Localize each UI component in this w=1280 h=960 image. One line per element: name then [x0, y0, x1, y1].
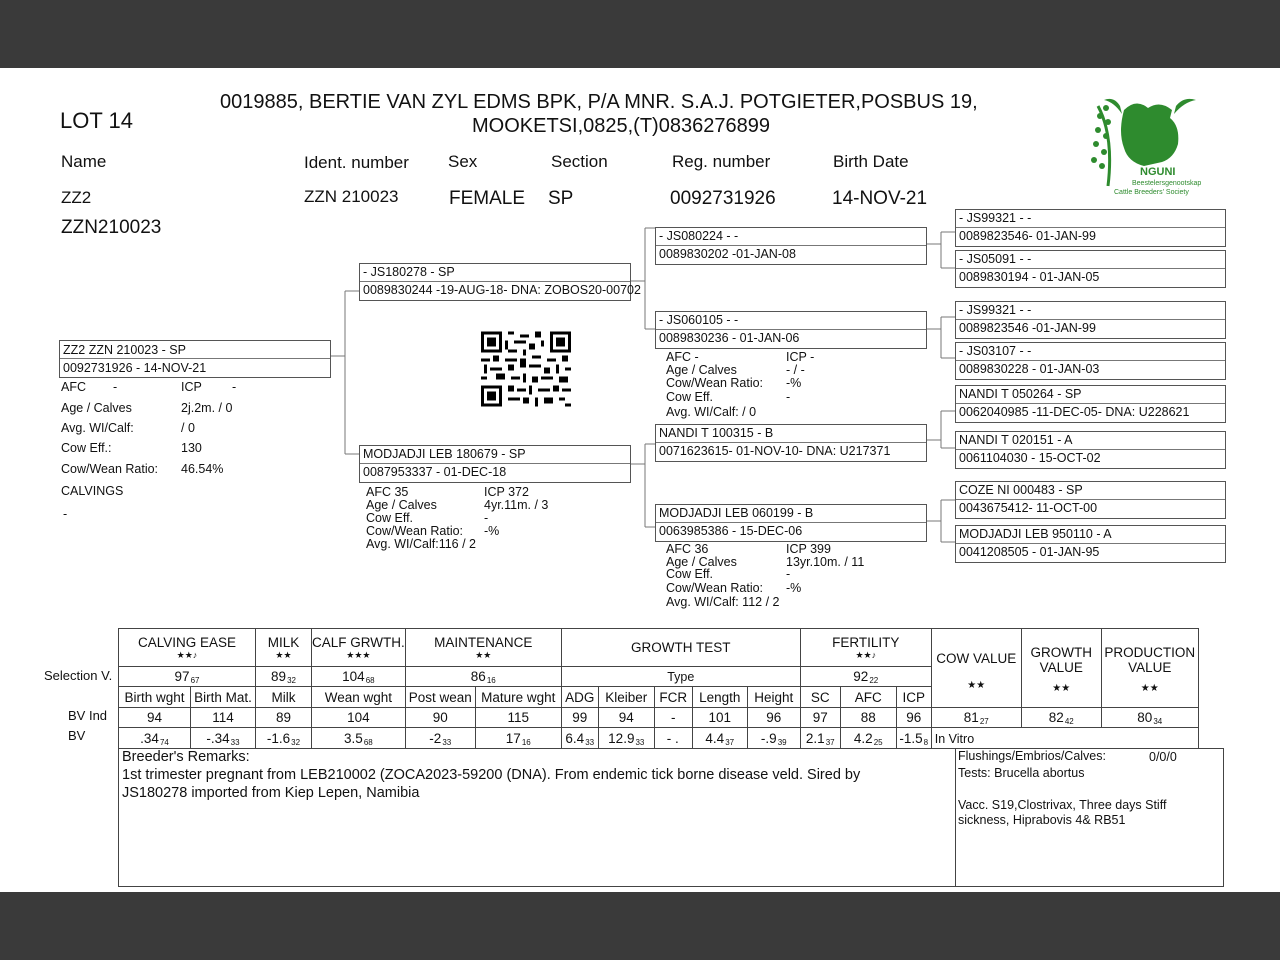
logo-sub-2: Cattle Breeders' Society [1114, 189, 1189, 196]
sire-dam-icp: ICP - [786, 350, 815, 364]
sire-dam-afc: AFC - [666, 350, 699, 364]
sire-dam-cow-value: - [786, 390, 791, 404]
remarks-line-1: 1st trimester pregnant from LEB210002 (ZOCA2023-59200 (DNA). From endemic tick borne disease veld. Sired by [122, 767, 861, 783]
calvings-value: - [63, 507, 68, 521]
ancestor-line-2: 0062040985 -11-DEC-05- DNA: U228621 [959, 405, 1190, 419]
ancestor-line-2: 0061104030 - 15-OCT-02 [959, 451, 1101, 465]
bv-ind-cell: 114 [191, 708, 256, 728]
dam-age-label: Age / Calves [366, 498, 437, 512]
col-sc: SC [800, 687, 840, 708]
dam-dam-age-value: 13yr.10m. / 11 [786, 555, 865, 569]
dam-line-2: 0087953337 - 01-DEC-18 [363, 465, 507, 479]
bv-ind-cell: 97 [800, 708, 840, 728]
dam-cow-label: Cow Eff. [366, 511, 414, 525]
subject-age-label: Age / Calves [61, 401, 132, 415]
ancestor-line-1: - JS03107 - - [959, 344, 1032, 358]
selection-calf-growth: $104_{68}$ [312, 667, 406, 687]
cow-value: $81_{27}$ [931, 708, 1021, 728]
vaccinations-line-2: sickness, Hiprabovis 4& RB51 [958, 813, 1126, 827]
sire-line-2: 0089830244 -19-AUG-18- DNA: ZOBOS20-00702 [363, 283, 641, 297]
sire-dam-line-2: 0089830236 - 01-JAN-06 [659, 331, 800, 345]
ancestor-box [955, 431, 1226, 469]
tests-text: Tests: Brucella abortus [958, 766, 1085, 780]
selection-maintenance: $86_{16}$ [405, 667, 561, 687]
subject-wean-value: 46.54% [181, 462, 224, 476]
col-mature-weight: Mature wght [475, 687, 561, 708]
subject-afc-value: - [113, 380, 118, 394]
maintenance-header: MAINTENANCE ★★ [405, 629, 561, 667]
subject-wi-value: / 0 [181, 421, 195, 435]
ancestor-line-2: 0089823546- 01-JAN-99 [959, 229, 1096, 243]
col-birth-maternal: Birth Mat. [191, 687, 256, 708]
ancestor-box [955, 385, 1226, 423]
subject-icp-value: - [232, 380, 237, 394]
col-birth-weight: Birth wght [119, 687, 191, 708]
bv-ind-cell: 96 [747, 708, 800, 728]
subject-wi-label: Avg. WI/Calf: [61, 421, 134, 435]
breeder-line-2: MOOKETSI,0825,(T)0836276899 [472, 115, 770, 137]
col-kleiber: Kleiber [598, 687, 654, 708]
ancestor-box [955, 525, 1226, 563]
col-fcr: FCR [654, 687, 692, 708]
calving-ease-header: CALVING EASE ★★♪ [119, 629, 256, 667]
logo-name: NGUNI [1140, 166, 1176, 178]
subject-cow-label: Cow Eff.: [61, 441, 112, 455]
ancestor-line-2: 0043675412- 11-OCT-00 [959, 501, 1098, 515]
qr-code [481, 331, 571, 407]
bv-cell: $-1.6_{32}$ [256, 728, 312, 750]
dam-dam-cow-label: Cow Eff. [666, 567, 714, 581]
sire-line-1: - JS180278 - SP [363, 265, 455, 279]
bv-ind-cell: 90 [405, 708, 475, 728]
growth-value: $82_{42}$ [1021, 708, 1101, 728]
dam-dam-line-2: 0063985386 - 15-DEC-06 [659, 524, 803, 538]
flushings-value: 0/0/0 [1149, 750, 1177, 764]
bv-cell: $6.4_{33}$ [561, 728, 598, 750]
sire-sire-box [655, 227, 927, 265]
ancestor-line-1: NANDI T 050264 - SP [959, 387, 1082, 401]
bv-cell: $-.9_{39}$ [747, 728, 800, 750]
selection-milk: $89_{32}$ [256, 667, 312, 687]
vaccinations-line-1: Vacc. S19,Clostrivax, Three days Stiff [958, 798, 1167, 812]
ancestor-line-2: 0089830194 - 01-JAN-05 [959, 270, 1100, 284]
remarks-box [118, 748, 1224, 887]
bv-ind-cell: 104 [312, 708, 406, 728]
bv-ind-cell: 96 [896, 708, 931, 728]
bv-ind-cell: 88 [840, 708, 896, 728]
dam-line-1: MODJADJI LEB 180679 - SP [363, 447, 526, 461]
header-name: Name [61, 152, 107, 171]
dam-wi: Avg. WI/Calf:116 / 2 [366, 537, 477, 551]
bv-cell: $17_{16}$ [475, 728, 561, 750]
sire-dam-line-1: - JS060105 - - [659, 313, 739, 327]
sire-dam-age-label: Age / Calves [666, 363, 737, 377]
production-value-header: PRODUCTION VALUE ★★ [1101, 629, 1198, 708]
subject-line-2: 0092731926 - 14-NOV-21 [63, 361, 207, 375]
sire-dam-wean-label: Cow/Wean Ratio: [666, 376, 764, 390]
bv-cell: $3.5_{68}$ [312, 728, 406, 750]
dam-age-value: 4yr.11m. / 3 [484, 498, 549, 512]
logo-sub-1: Beestelersgenootskap [1132, 180, 1202, 187]
dam-sire-box [655, 424, 927, 462]
ancestor-box [955, 209, 1226, 247]
remarks-title: Breeder's Remarks: [122, 749, 250, 765]
selection-calving-ease: $97_{67}$ [119, 667, 256, 687]
dam-wean-value: -% [484, 524, 500, 538]
dam-dam-cow-value: - [786, 567, 791, 581]
animal-birth: 14-NOV-21 [832, 188, 928, 209]
fertility-header: FERTILITY ★★♪ [800, 629, 931, 667]
selection-fertility: $92_{22}$ [800, 667, 931, 687]
row-label-bv-ind: BV Ind [68, 708, 108, 723]
milk-header: MILK ★★ [256, 629, 312, 667]
dam-dam-line-1: MODJADJI LEB 060199 - B [659, 506, 814, 520]
col-afc: AFC [840, 687, 896, 708]
ancestor-box [955, 301, 1226, 339]
sire-dam-age-value: - / - [786, 363, 805, 377]
dam-dam-box [655, 504, 927, 542]
col-height: Height [747, 687, 800, 708]
dam-dam-wean-value: -% [786, 581, 802, 595]
bv-cell: $12.9_{33}$ [598, 728, 654, 750]
animal-name-2: ZZN210023 [61, 217, 162, 238]
dam-sire-line-1: NANDI T 100315 - B [659, 426, 774, 440]
col-wean-weight: Wean wght [312, 687, 406, 708]
bv-ind-cell: - [654, 708, 692, 728]
dam-dam-wean-label: Cow/Wean Ratio: [666, 581, 764, 595]
header-sex: Sex [448, 152, 478, 171]
animal-name: ZZ2 [61, 188, 92, 207]
ancestor-line-2: 0089823546 -01-JAN-99 [959, 321, 1096, 335]
subject-afc-label: AFC [61, 380, 86, 394]
subject-age-value: 2j.2m. / 0 [181, 401, 233, 415]
cow-value-header: COW VALUE ★★ [931, 629, 1021, 708]
subject-line-1: ZZ2 ZZN 210023 - SP [63, 343, 186, 357]
bv-ind-cell: 115 [475, 708, 561, 728]
lot-number: LOT 14 [60, 108, 133, 133]
sire-sire-line-2: 0089830202 -01-JAN-08 [659, 247, 796, 261]
animal-ident: ZZN 210023 [304, 187, 399, 206]
col-length: Length [692, 687, 747, 708]
ancestor-line-1: - JS99321 - - [959, 303, 1032, 317]
sire-sire-line-1: - JS080224 - - [659, 229, 739, 243]
bv-cell: $4.4_{37}$ [692, 728, 747, 750]
dam-dam-afc: AFC 36 [666, 542, 709, 556]
ancestor-line-1: - JS99321 - - [959, 211, 1032, 225]
header-section: Section [551, 152, 608, 171]
bv-ind-cell: 94 [119, 708, 191, 728]
sire-dam-wi: Avg. WI/Calf: / 0 [666, 405, 757, 419]
header-birth: Birth Date [833, 152, 909, 171]
dam-dam-icp: ICP 399 [786, 542, 831, 556]
breeder-line-1: 0019885, BERTIE VAN ZYL EDMS BPK, P/A MNR. S.A.J. POTGIETER,POSBUS 19, [220, 91, 978, 113]
sire-box [359, 263, 641, 301]
subject-icp-label: ICP [181, 380, 202, 394]
ancestor-line-1: - JS05091 - - [959, 252, 1032, 266]
col-icp: ICP [896, 687, 931, 708]
col-adg: ADG [561, 687, 598, 708]
row-label-bv: BV [68, 728, 86, 743]
header-ident: Ident. number [304, 153, 409, 172]
row-label-selection: Selection V. [44, 668, 113, 683]
dam-sire-line-2: 0071623615- 01-NOV-10- DNA: U217371 [659, 444, 891, 458]
dam-dam-wi: Avg. WI/Calf: 112 / 2 [666, 595, 780, 609]
calf-growth-header: CALF GRWTH. ★★★ [312, 629, 406, 667]
flushings-label: Flushings/Embrios/Calves: [958, 749, 1106, 763]
animal-reg: 0092731926 [670, 188, 776, 209]
animal-section: SP [548, 188, 574, 209]
sire-dam-wean-value: -% [786, 376, 802, 390]
bv-ind-cell: 94 [598, 708, 654, 728]
ancestor-line-2: 0041208505 - 01-JAN-95 [959, 545, 1100, 559]
ancestor-box [955, 250, 1226, 288]
dam-wean-label: Cow/Wean Ratio: [366, 524, 464, 538]
remarks-line-2: JS180278 imported from Kiep Lepen, Namibia [122, 785, 420, 801]
growth-value-header: GROWTH VALUE ★★ [1021, 629, 1101, 708]
bv-cell: $-1.5_8$ [896, 728, 931, 750]
in-vitro-label: In Vitro [931, 728, 1198, 750]
sire-dam-box [655, 311, 927, 349]
bv-cell: $2.1_{37}$ [800, 728, 840, 750]
dam-icp: ICP 372 [484, 485, 529, 499]
bv-ind-cell: 101 [692, 708, 747, 728]
bv-cell: - . [654, 728, 692, 750]
ancestor-box [955, 342, 1226, 380]
ancestor-line-1: MODJADJI LEB 950110 - A [959, 527, 1112, 541]
dam-dam-age-label: Age / Calves [666, 555, 737, 569]
bv-cell: $-.34_{33}$ [191, 728, 256, 750]
sire-dam-cow-label: Cow Eff. [666, 390, 714, 404]
performance-table [118, 628, 1199, 750]
subject-cow-value: 130 [181, 441, 202, 455]
bv-cell: $-2_{33}$ [405, 728, 475, 750]
col-post-wean: Post wean [405, 687, 475, 708]
ancestor-box [955, 481, 1226, 519]
ancestor-line-1: COZE NI 000483 - SP [959, 483, 1083, 497]
bv-ind-cell: 99 [561, 708, 598, 728]
animal-sex: FEMALE [449, 188, 526, 209]
header-reg: Reg. number [672, 152, 771, 171]
growth-test-header: GROWTH TEST [561, 629, 800, 667]
production-value: $80_{34}$ [1101, 708, 1198, 728]
col-milk: Milk [256, 687, 312, 708]
dam-box [359, 445, 631, 483]
dam-cow-value: - [484, 511, 489, 525]
bv-ind-cell: 89 [256, 708, 312, 728]
subject-box [59, 340, 331, 378]
growth-type-label: Type [561, 667, 800, 687]
bv-cell: $4.2_{25}$ [840, 728, 896, 750]
ancestor-line-1: NANDI T 020151 - A [959, 433, 1073, 447]
dam-afc: AFC 35 [366, 485, 409, 499]
ancestor-line-2: 0089830228 - 01-JAN-03 [959, 362, 1100, 376]
pedigree-certificate [0, 68, 1280, 892]
subject-wean-label: Cow/Wean Ratio: [61, 462, 159, 476]
bv-cell: $.34_{74}$ [119, 728, 191, 750]
calvings-label: CALVINGS [61, 484, 124, 498]
